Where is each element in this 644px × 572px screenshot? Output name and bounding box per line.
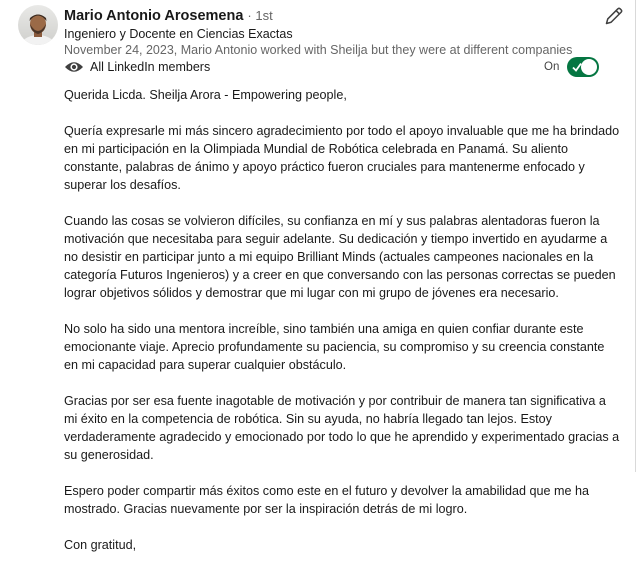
toggle-state-label: On: [544, 61, 560, 73]
paragraph: Espero poder compartir más éxitos como este en el futuro y devolver la amabilidad que me ha mostrado. Gracias nuevamente por ser la inspiración detrás de mi logro.: [64, 484, 590, 516]
visibility-label: All LinkedIn members: [90, 60, 211, 74]
author-name[interactable]: [64, 8, 273, 24]
author-avatar[interactable]: [18, 5, 58, 45]
author-headline: Ingeniero y Docente en Ciencias Exactas: [64, 27, 293, 41]
pencil-icon: [604, 6, 624, 26]
paragraph-closing: Con gratitud,: [64, 538, 137, 552]
paragraph: Gracias por ser esa fuente inagotable de motivación y por contribuir de manera tan significativa a mi éxito en la competencia de robótica. Sin su ayuda, no habría llegado tan lejos. Estoy verdaderamente agradecido y emocionado por todo lo que he aprendido y experimentado gracias a su generosidad.: [64, 394, 620, 462]
visibility-toggle[interactable]: [567, 57, 599, 77]
visibility-toggle-group: [544, 57, 599, 77]
paragraph: No solo ha sido una mentora increíble, sino también una amiga en quien confiar durante este emocionante viaje. Aprecio profundamente su paciencia, su compromiso y su creencia constante en mi capacidad para superar cualquier obstáculo.: [64, 322, 605, 372]
recommendation-meta: November 24, 2023, Mario Antonio worked with Sheilja but they were at different companies: [64, 43, 573, 57]
paragraph: Cuando las cosas se volvieron difíciles, su confianza en mí y sus palabras alentadoras fueron la motivación que necesitaba para seguir adelante. Su dedicación y tiempo invertido en ayudarme a no desistir en participar junto a mi equipo Brilliant Minds (actuales campeones nacionales en la categoría Futuros Ingenieros) y a creer en que conversando con las personas correctas se pueden lograr objetivos sólidos y demostrar que mi lugar con mi grupo de jóvenes era necesario.: [64, 214, 616, 300]
visibility-setting: [64, 58, 210, 76]
connection-degree: · 1st: [247, 8, 273, 23]
author-name-text[interactable]: Mario Antonio Arosemena: [64, 8, 244, 24]
eye-icon: [64, 60, 84, 74]
toggle-knob: [581, 59, 597, 75]
recommendation-text: [64, 86, 620, 572]
edit-button[interactable]: [602, 4, 626, 28]
paragraph: Quería expresarle mi más sincero agradecimiento por todo el apoyo invaluable que me ha brindado en mi participación en la Olimpiada Mundial de Robótica celebrada en Panamá. Su aliento constante, palabras de ánimo y apoyo práctico fueron cruciales para mantenerme enfocado y superar los desafíos.: [64, 124, 620, 192]
paragraph-greeting: Querida Licda. Sheilja Arora - Empowering people,: [64, 88, 347, 102]
